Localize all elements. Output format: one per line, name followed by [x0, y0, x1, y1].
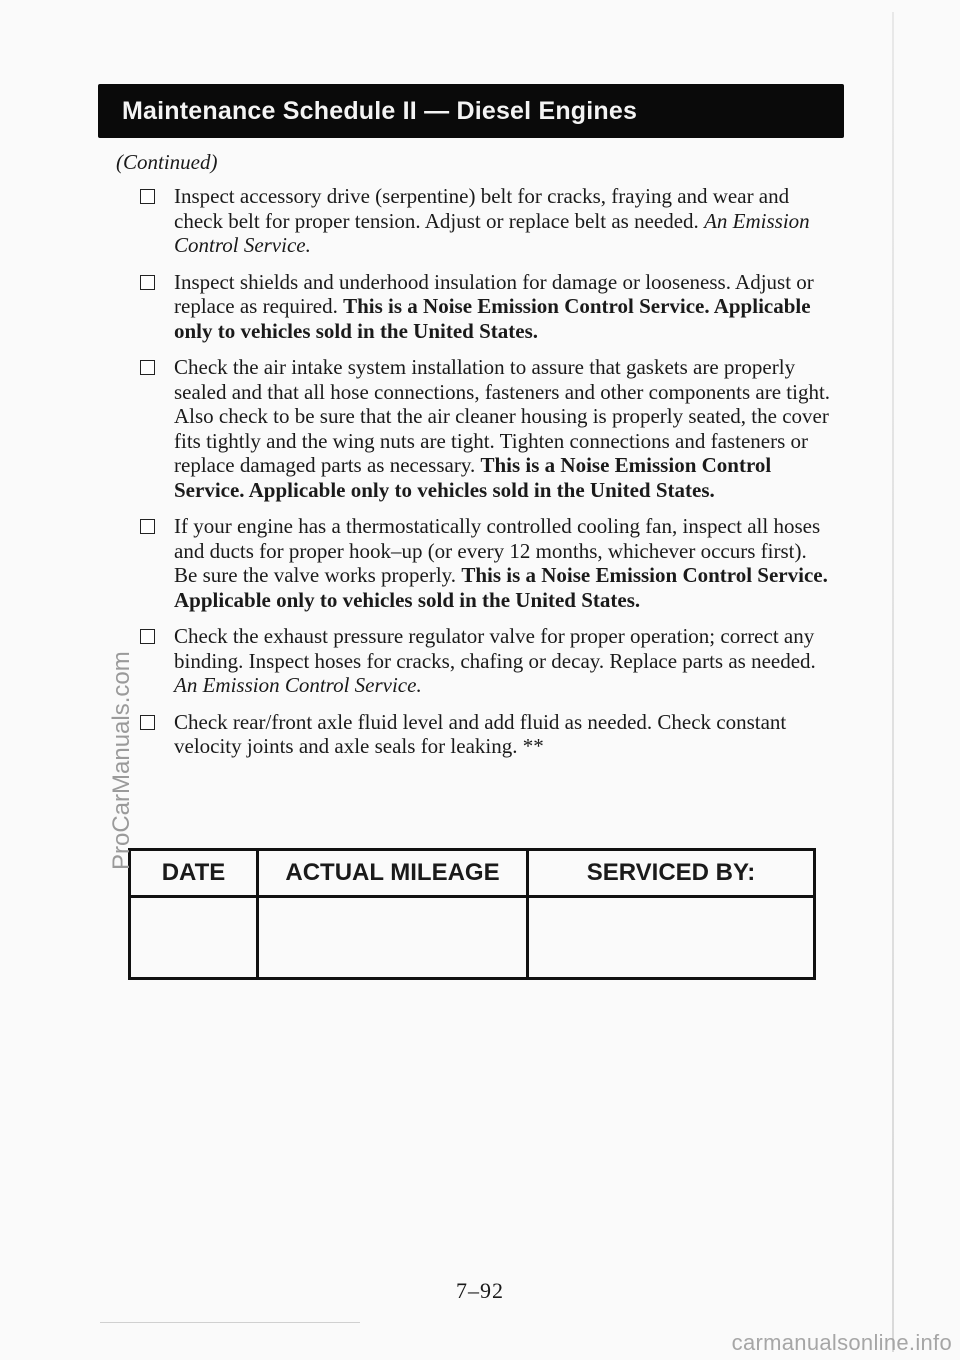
serviced-by-entry-cell [529, 898, 813, 980]
date-entry-cell [131, 898, 259, 980]
checkbox-icon[interactable] [140, 360, 155, 375]
item-text-segment: An Emission Control Service. [174, 673, 422, 697]
service-log-header-row [131, 851, 813, 898]
item-text-segment: This is a Noise Emission Control Service. Applicable only to vehicles sold in the United States. [174, 294, 811, 343]
checkbox-icon[interactable] [140, 519, 155, 534]
checkbox-icon[interactable] [140, 715, 155, 730]
checkbox-icon[interactable] [140, 275, 155, 290]
page-edge [892, 12, 894, 1352]
section-title: Maintenance Schedule II — Diesel Engines [122, 96, 638, 125]
item-text-segment: This is a Noise Emission Control Service. Applicable only to vehicles sold in the United States. [174, 453, 772, 502]
checklist-item [134, 514, 834, 612]
item-text-segment: Inspect accessory drive (serpentine) belt for cracks, fraying and wear and check belt for proper tension. Adjust or replace belt as needed. [174, 184, 790, 233]
page-number: 7–92 [456, 1278, 504, 1303]
serviced-by-column-header: SERVICED BY: [586, 859, 756, 886]
checkbox-icon[interactable] [140, 629, 155, 644]
item-text-segment: An Emission Control Service. [174, 208, 810, 257]
checklist-item [134, 270, 834, 344]
item-text-segment: Check rear/front axle fluid level and add fluid as needed. Check constant velocity joints and axle seals for leaking. ** [174, 709, 787, 758]
side-watermark: ProCarManuals.com [108, 651, 135, 870]
continued-label: (Continued) [116, 150, 218, 174]
mileage-entry-cell [259, 898, 529, 980]
mileage-column-header: ACTUAL MILEAGE [259, 851, 529, 895]
checklist-item [134, 355, 834, 502]
item-text-segment: Inspect shields and underhood insulation for damage or looseness. Adjust or replace as required. [174, 269, 814, 318]
checkbox-icon[interactable] [140, 189, 155, 204]
date-column-header: DATE [131, 851, 259, 895]
service-log-table [128, 848, 816, 980]
checklist [134, 184, 834, 771]
checklist-item [134, 624, 834, 698]
item-text-segment: Check the exhaust pressure regulator valve for proper operation; correct any binding. Inspect hoses for cracks, chafing or decay. Replace parts as needed. [174, 624, 816, 673]
bottom-watermark: carmanualsonline.info [731, 1330, 952, 1355]
service-log-entry-row [131, 898, 813, 980]
section-header [98, 84, 844, 138]
footer-rule [100, 1322, 360, 1323]
checklist-item [134, 184, 834, 258]
item-text-segment: If your engine has a thermostatically controlled cooling fan, inspect all hoses and ducts for proper hook–up (or every 12 months, whichever occurs first). Be sure the valve works properly. [174, 514, 821, 587]
item-text-segment: Check the air intake system installation to assure that gaskets are properly sealed and that all hose connections, fasteners and other components are tight. Also check to be sure that the air cleaner housing is properly seated, the cover fits tightly and the wing nuts are tight. Tighten connections and fasteners or replace damaged parts as necessary. [174, 355, 831, 477]
item-text-segment: This is a Noise Emission Control Service. Applicable only to vehicles sold in the United States. [174, 563, 828, 612]
checklist-item [134, 710, 834, 759]
